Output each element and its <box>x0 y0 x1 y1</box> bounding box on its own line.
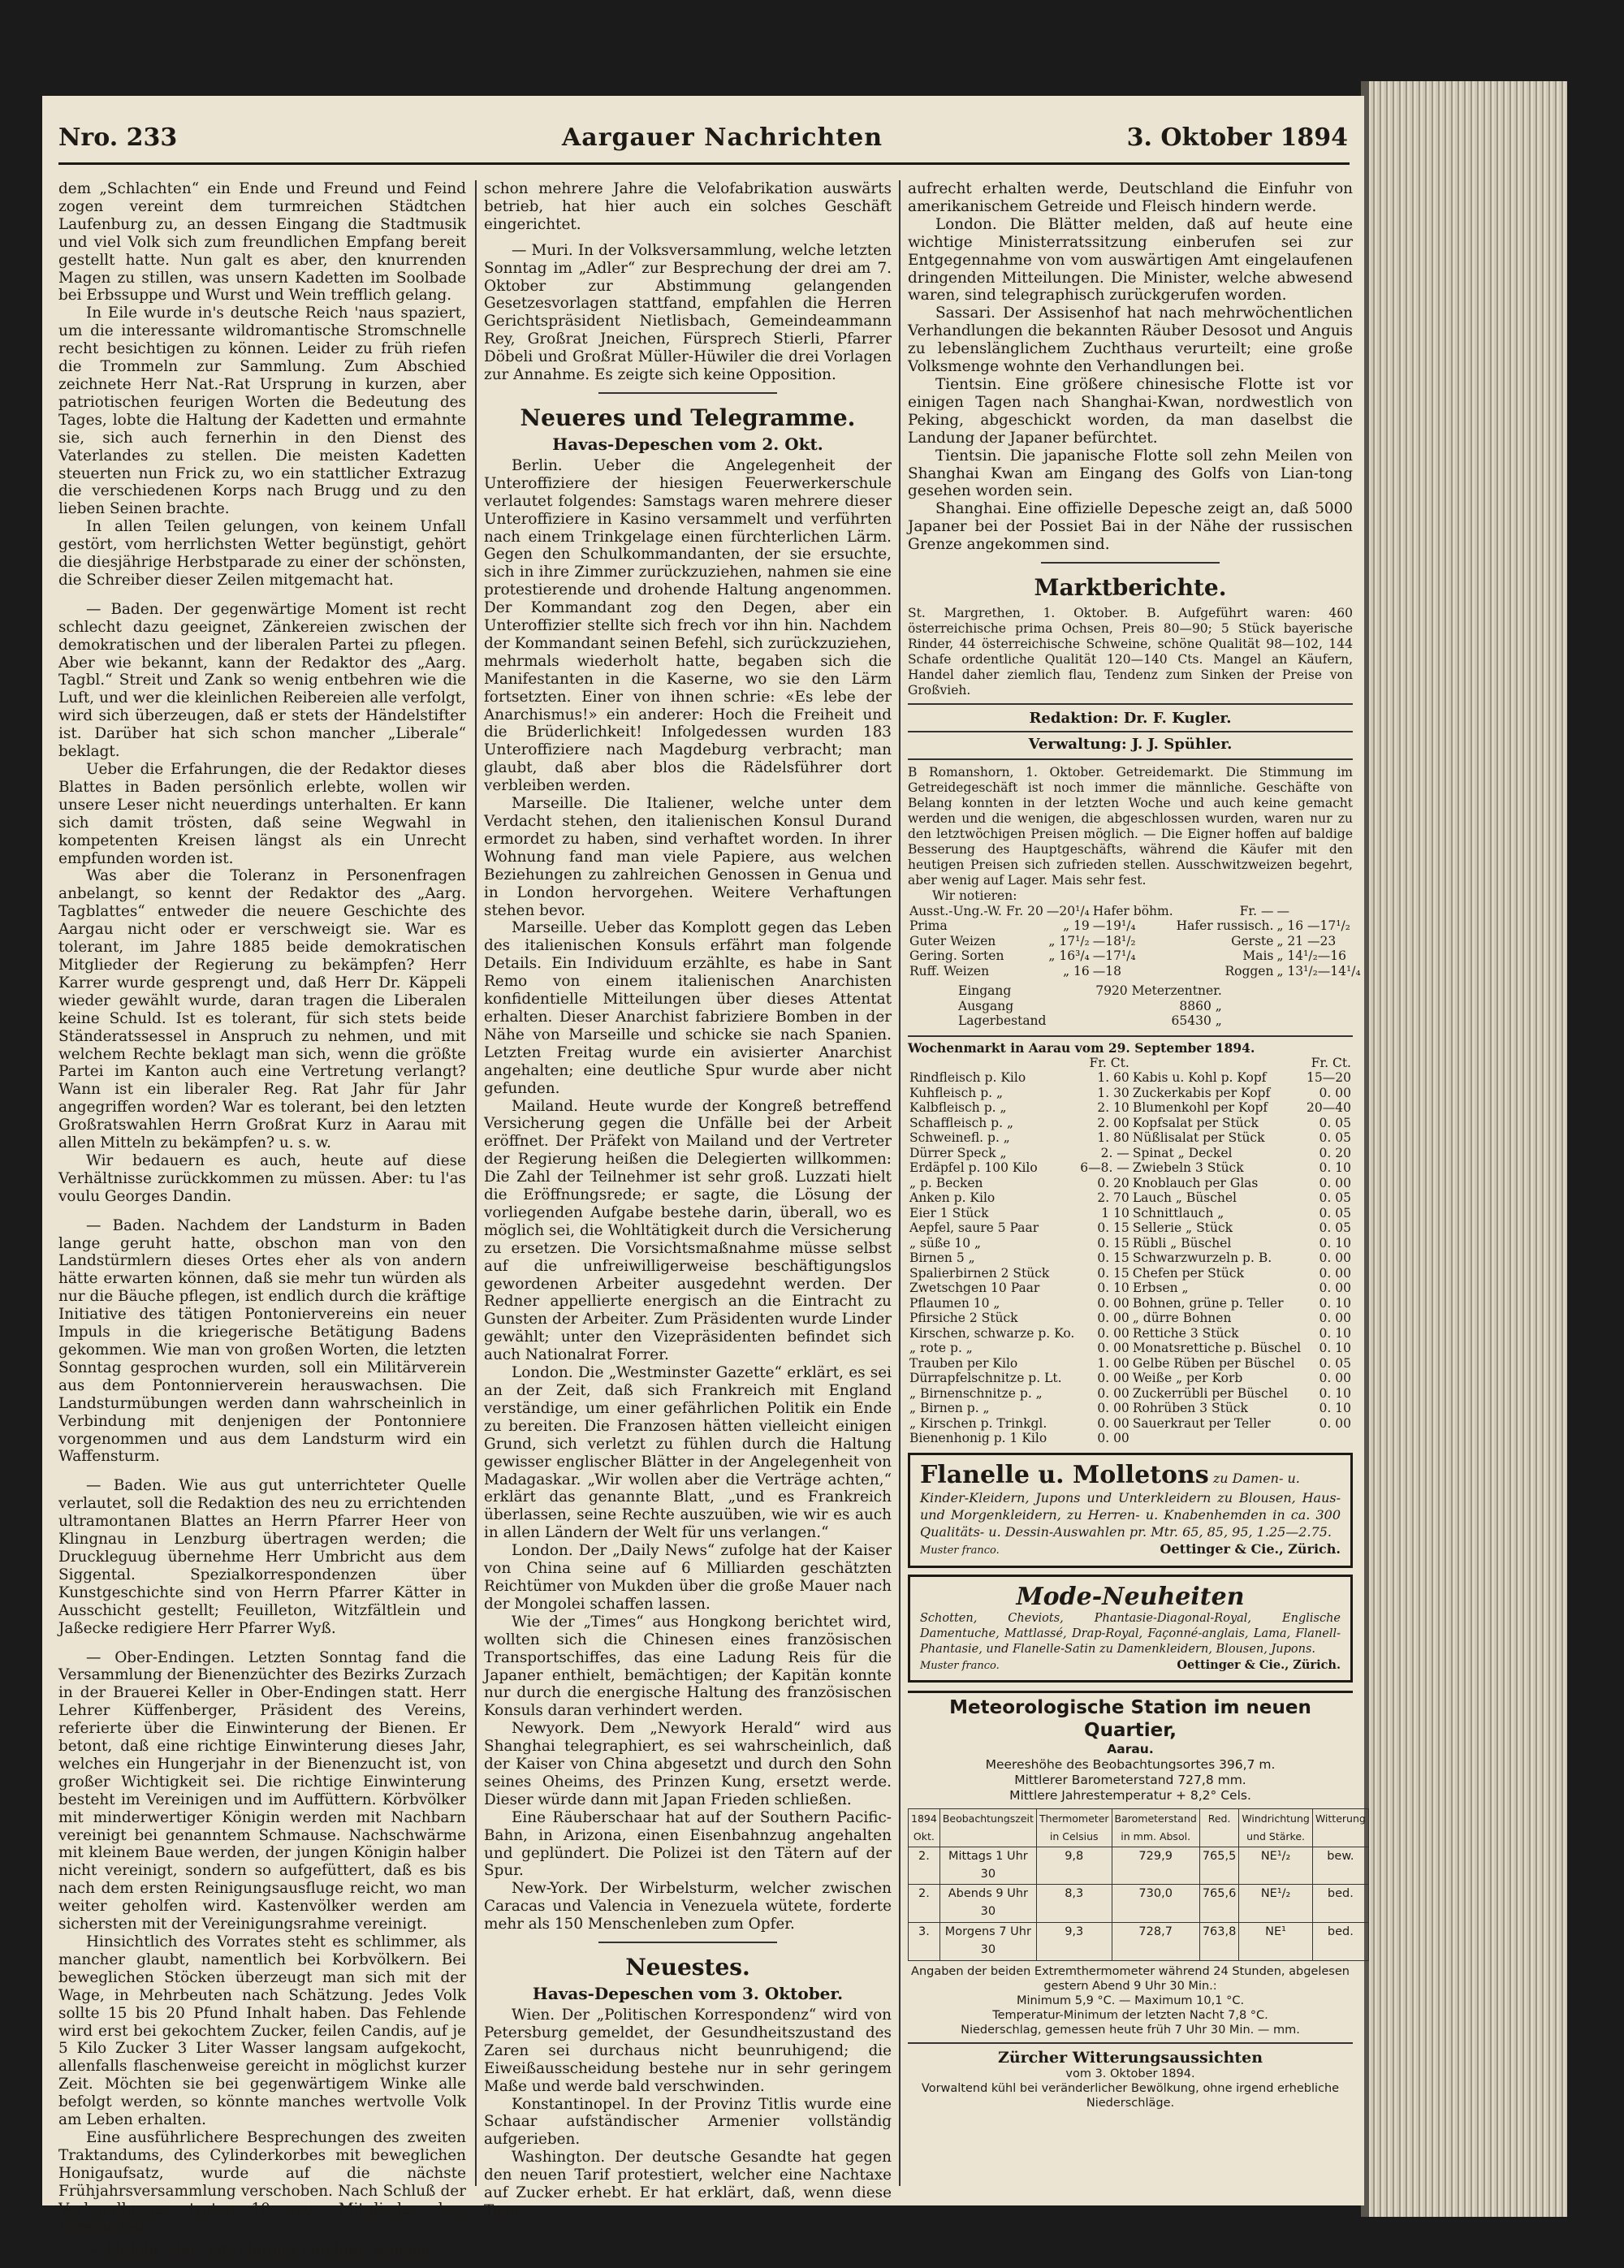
ad-small-print: Muster franco. <box>920 1544 1000 1557</box>
forecast-date: vom 3. Oktober 1894. <box>1065 2067 1195 2081</box>
section-heading: Neueres und Telegramme. <box>520 404 856 431</box>
weather-cell: bed. <box>1312 1923 1368 1961</box>
weekly-market-cell: 0. 00 <box>1097 1311 1129 1326</box>
weekly-market-cell: 0. 00 <box>1097 1401 1129 1416</box>
article-paragraph: Wir bedauern es auch, heute auf diese Verhältnisse zurückkommen zu müssen. Aber: tu l'as voulu Georges Dandin. <box>58 1151 466 1205</box>
weekly-market-cell: Schaffleisch p. „ <box>909 1115 1013 1130</box>
ad-title-tail: zu Damen- u. <box>1212 1470 1300 1486</box>
ad-body: Schotten, Cheviots, Phantasie-Diagonal-Royal, Englische Damentuche, Mattlassé, Drap-Royal, Façonné-anglais, Lama, Flanell-Phantasie, und Flanelle-Satin zu Damenkleidern, Blousen, Jupons. <box>920 1611 1341 1656</box>
article-paragraph: Shanghai. Eine offizielle Depesche zeigt an, daß 5000 Japaner bei der Possiet Bai in der Nähe der russischen Grenze angekommen sind. <box>908 500 1353 554</box>
grain-price-cell: „ 17¹/₂ <box>1048 933 1090 948</box>
section-heading: Neuestes. <box>625 1954 750 1981</box>
weekly-market-cell: 0. 10 <box>1319 1295 1351 1311</box>
weather-footnote: Angaben der beiden Extremthermometer während 24 Stunden, abgelesen gestern Abend 9 Uhr 30 Min.: <box>911 1965 1350 1994</box>
grain-price-row <box>908 964 1363 979</box>
weekly-market-cell: Zwetschgen 10 Paar <box>909 1281 1040 1296</box>
weekly-market-cell: 2. 10 <box>1097 1100 1129 1116</box>
article-paragraph: — Ober-Endingen. Letzten Sonntag fand die Versammlung der Bienenzüchter des Bezirks Zurzach in der Brauerei Keller in Ober-Endingen statt. Herr Lehrer Küffenberger, Präsident des Vereins, referierte über die Einwinterung der Bienen. Er betont, daß eine richtige Einwinterung dieses Jahr, welches ein Hungerjahr in der Bienenzucht ist, von großer Wichtigkeit sei. Die richtige Einwinterung besteht im Vereinigen und im Auffüttern. Körbvölker mit minderwertiger Königin werden mit Nachbarn vereinigt bei genanntem Schmause. Nachschwärme mit kleinem Baue werden, der jungen Königin halber nicht vereinigt, sondern so aufgefüttert, daß es bis nach dem ersten Reinigungsausfluge reicht, wo man weiter geholfen wird. Kastenvölker werden am sichersten mit der Vereinigungsrahme vereinigt. <box>58 1648 466 1933</box>
weekly-market-cell: 0. 05 <box>1319 1220 1351 1236</box>
article-paragraph: — Muri. In der Volksversammlung, welche letzten Sonntag im „Adler“ zur Besprechung der drei am 7. Oktober zur Abstimmung gelangenden Gesetzesvorlagen stattfand, empfahlen die Herren Gerichtspräsident Nietlisbach, Gemeindeammann Rey, Großrat Jneichen, Fürsprech Stierli, Pfarrer Döbeli und Großrat Müller-Hüwiler die drei Vorlagen zur Annahme. Es zeigte sich keine Opposition. <box>484 241 892 384</box>
section-subheading: Havas-Depeschen vom 2. Okt. <box>552 434 823 454</box>
weekly-market-cell: Schweinefl. p. „ <box>909 1130 1010 1146</box>
weather-header-cell: Beobachtungszeit <box>939 1808 1036 1847</box>
weather-header-cell: Witterung <box>1312 1808 1368 1847</box>
weather-header-cell: Thermometer in Celsius <box>1036 1808 1112 1847</box>
weekly-market-cell: Birnen 5 „ <box>909 1251 975 1266</box>
article-paragraph: Eine Räuberschaar hat auf der Southern Pacific-Bahn, in Arizona, einen Eisenbahnzug angehalten und geplündert. Die Polizei ist den Tätern auf der Spur. <box>484 1808 892 1880</box>
column-divider <box>899 180 901 2186</box>
weekly-market-cell: Rohrüben 3 Stück <box>1132 1401 1248 1416</box>
section-rule <box>1041 562 1220 564</box>
issue-date: 3. Oktober 1894 <box>1126 123 1348 152</box>
weather-row <box>909 1923 1369 1961</box>
stock-row <box>957 1013 1224 1029</box>
weekly-market-cell: Gelbe Rüben per Büschel <box>1132 1355 1295 1371</box>
weekly-market-row <box>908 1386 1353 1402</box>
weekly-market-cell: 20—40 <box>1307 1100 1351 1116</box>
weekly-market-cell: Sellerie „ Stück <box>1132 1220 1233 1236</box>
article-paragraph: Marseille. Die Italiener, welche unter dem Verdacht stehen, den italienischen Konsul Durand ermordet zu haben, sind verhaftet worden. In ihrer Wohnung fand man viele Papiere, aus welchen Beziehungen zu zahlreichen Genossen in Genua und in London hervorgehen. Weitere Verhaftungen stehen bevor. <box>484 795 892 919</box>
grain-price-cell: Ruff. Weizen <box>909 963 990 978</box>
grain-price-cell: —17¹/₄ <box>1092 948 1136 964</box>
weather-cell: NE¹/₂ <box>1239 1885 1313 1923</box>
article-paragraph: In allen Teilen gelungen, von keinem Unfall gestört, vom herrlichsten Wetter begünstigt, gehört die diesjährige Herbstparade zu einer der schönsten, die Schreiber dieser Zeilen mitgemacht hat. <box>58 518 466 589</box>
grain-price-cell: —18¹/₂ <box>1092 933 1136 948</box>
weather-station-box <box>908 1691 1366 2110</box>
weekly-market-cell: 0. 00 <box>1097 1431 1129 1446</box>
article-paragraph: Tientsin. Eine größere chinesische Flotte ist vor einigen Tagen nach Shanghai-Kwan, nordwestlich von Peking, abgeschickt worden, da man daselbst die Landung der Japaner befürchtet. <box>908 375 1353 447</box>
weekly-market-cell: Schwarzwurzeln p. B. <box>1132 1251 1272 1266</box>
weekly-market-cell: Aepfel, saure 5 Paar <box>909 1220 1039 1236</box>
weekly-market-table <box>908 1056 1353 1446</box>
weather-row <box>909 1847 1369 1885</box>
weekly-market-cell: Zwiebeln 3 Stück <box>1132 1160 1244 1176</box>
weekly-market-row <box>908 1116 1353 1131</box>
grain-price-row <box>908 918 1363 934</box>
weekly-market-cell: „ dürre Bohnen <box>1132 1311 1232 1326</box>
section-rule <box>598 1942 777 1943</box>
weekly-market-cell: Monatsrettiche p. Büschel <box>1132 1341 1302 1356</box>
article-paragraph: Newyork. Dem „Newyork Herald“ wird aus Shanghai telegraphiert, es sei wahrscheinlich, daß der Kaiser von China abgesetzt und durch den Sohn seines Oheims, des Prinzen Kung, ersetzt werde. Dieser würde dann mit Japan Frieden schließen. <box>484 1720 892 1808</box>
weekly-market-cell: 0. 00 <box>1097 1385 1129 1401</box>
weekly-market-row <box>908 1401 1353 1416</box>
grain-price-cell: Mais <box>1242 948 1274 964</box>
grain-notice-label: Wir notieren: <box>932 888 1017 903</box>
grain-price-cell: — <box>1276 903 1289 918</box>
article-paragraph: London. Die Blätter melden, daß auf heute eine wichtige Ministerratssitzung einberufen sei zur Entgegennahme von vom auswärtigen Amt eingelaufenen dringenden Mitteilungen. Die Minister, welche abwesend waren, sind telegraphisch zurückgerufen worden. <box>908 215 1353 305</box>
stock-cell: Ausgang <box>958 998 1014 1013</box>
grain-price-cell: —20¹/₄ <box>1046 903 1090 918</box>
grain-price-cell: Hafer russisch. <box>1176 918 1274 934</box>
article-paragraph: Konstantinopel. In der Provinz Titlis wurde eine Schaar aufständischer Armenier vollständig aufgerieben. <box>484 2095 892 2149</box>
weekly-market-cell: 0. 05 <box>1319 1115 1351 1130</box>
article-paragraph: — Möhlin. Herr Otto Müller von hier, welcher <box>86 2242 433 2260</box>
stock-cell: 65430 „ <box>1171 1013 1222 1029</box>
weekly-market-cell: 0. 00 <box>1097 1341 1129 1356</box>
weekly-market-cell: „ Kirschen p. Trinkgl. <box>909 1415 1047 1431</box>
masthead <box>58 123 1350 159</box>
weather-cell: NE¹/₂ <box>1239 1847 1313 1885</box>
advertisement-flanelle <box>908 1453 1353 1568</box>
weekly-market-cell: 0. 00 <box>1319 1415 1351 1431</box>
ad-title: Flanelle u. Molletons <box>920 1460 1209 1489</box>
weather-cell: Mittags 1 Uhr 30 <box>939 1847 1036 1885</box>
weekly-market-cell: 0. 15 <box>1097 1265 1129 1281</box>
weather-mean-temperature: Mittlere Jahrestemperatur + 8,2° Cels. <box>1009 1787 1251 1803</box>
stock-cell: Eingang <box>958 983 1012 999</box>
weather-header-cell: Red. <box>1199 1808 1239 1847</box>
page-edge-stack <box>1364 81 1567 2217</box>
weekly-market-header-row <box>908 1056 1353 1071</box>
article-paragraph: Washington. Der deutsche Gesandte hat gegen den neuen Tarif protestiert, welcher eine Nachtaxe auf Zucker erhebt. Er hat erklärt, daß, wenn diese Taxe <box>484 2149 892 2219</box>
weekly-market-cell: Kopfsalat per Stück <box>1132 1115 1259 1130</box>
article-paragraph: dem „Schlachten“ ein Ende und Freund und Feind zogen vereint dem turmreichen Städtchen Laufenburg zu, an dessen Eingang die Stadtmusik und viel Volk sich zum freundlichen Empfang bereit gestellt hatte. Nun galt es aber, den knurrenden Magen zu stillen, was unsern Kadetten im Soolbade bei Erbssuppe und Wurst und Wein trefflich gelang. <box>58 180 466 305</box>
grain-price-cell: „ 16³/₄ <box>1048 948 1090 964</box>
article-paragraph: Wien. Der „Politischen Korrespondenz“ wird von Petersburg gemeldet, der Gesundheitszustand des Zaren sei durchaus nicht beunruhigend; die Eiweißausscheidung bestehe nur in sehr geringem Maße und werde bald verschwinden. <box>484 2007 892 2095</box>
forecast-title: Zürcher Witterungsaussichten <box>997 2049 1263 2067</box>
weather-footnote: Minimum 5,9 °C. — Maximum 10,1 °C. <box>1016 1994 1245 2008</box>
weekly-market-cell: Zuckerkabis per Kopf <box>1132 1085 1271 1100</box>
weather-cell: 728,7 <box>1112 1923 1199 1961</box>
ad-title: Mode-Neuheiten <box>1016 1582 1245 1611</box>
weekly-market-cell: Rettiche 3 Stück <box>1132 1325 1239 1341</box>
article-paragraph: Hinsichtlich des Vorrates steht es schlimmer, als mancher glaubt, namentlich bei Korbvölkern. Bei beweglichen Stöcken überzeugt man sich mit der Wage, in Mehrbeuten nach Schätzung. Jedes Volk sollte 15 bis 20 Pfund Inhalt haben. Das Fehlende wird erst bei gekochtem Zucker, feilen Candis, auf je 5 Kilo Zucker 3 Liter Wasser langsam aufgekocht, allenfalls flaschenweise gereicht in möglichst kurzer Zeit. Möchten sie bei gegenwärtigem Winke alle befolgt werden, so könnte manches wertvolle Volk am Leben erhalten. <box>58 1933 466 2129</box>
weekly-market-cell: 0. 15 <box>1097 1235 1129 1251</box>
weather-row <box>909 1885 1369 1923</box>
weekly-market-cell: 0. 00 <box>1319 1251 1351 1266</box>
weekly-market-cell: Kirschen, schwarze p. Ko. <box>909 1325 1075 1341</box>
weekly-market-cell: Dürrer Speck „ <box>909 1145 1007 1160</box>
weather-footnote: Niederschlag, gemessen heute früh 7 Uhr 30 Min. — mm. <box>961 2024 1300 2037</box>
weekly-market-cell: Bohnen, grüne p. Teller <box>1132 1295 1284 1311</box>
weekly-market-row <box>908 1206 1353 1221</box>
weekly-market-row <box>908 1236 1353 1251</box>
weekly-market-cell: 0. 05 <box>1319 1130 1351 1146</box>
weekly-market-row <box>908 1296 1353 1311</box>
grain-price-cell: „ 13¹/₂—14¹/₄ <box>1276 963 1361 978</box>
weekly-market-cell: Knoblauch per Glas <box>1132 1175 1259 1190</box>
weekly-market-cell: 0. 00 <box>1097 1415 1129 1431</box>
weekly-market-row <box>908 1356 1353 1372</box>
weekly-market-cell: 0. 00 <box>1319 1085 1351 1100</box>
ad-firm: Oettinger & Cie., Zürich. <box>1177 1657 1341 1672</box>
ad-body: Kinder-Kleidern, Jupons und Unterkleidern zu Blousen, Haus- und Morgenkleidern, zu Herren- u. Knabenhemden in ca. 300 Qualitäts- u. Dessin-Auswahlen pr. Mtr. 65, 85, 95, 1.25—2.75. <box>920 1489 1341 1540</box>
weekly-market-cell: 0. 10 <box>1319 1401 1351 1416</box>
weekly-market-cell: 0. 20 <box>1097 1175 1129 1190</box>
weekly-market-cell: „ Birnen p. „ <box>909 1401 990 1416</box>
weekly-market-cell: 0. 10 <box>1319 1325 1351 1341</box>
weather-cell: Morgens 7 Uhr 30 <box>939 1923 1036 1961</box>
article-paragraph: Was aber die Toleranz in Personenfragen anbelangt, so kennt der Redaktor des „Aarg. Tagblattes“ entweder die neuere Geschichte des Aargau nicht oder er verschweigt sie. War es tolerant, im Jahre 1885 beide demokratischen Mitglieder der Regierung zu bekämpfen? Herr Karrer wurde gesprengt und, daß Herr Dr. Käppeli wieder gewählt wurde, daran tragen die Liberalen keine Schuld. Ist es tolerant, für sich stets beide Ständeratssessel in Anspruch zu nehmen, und mit welchem Rechte beklagt man sich, wenn die größte Partei im Kanton auch eine Vertretung verlangt? Wann ist ein liberaler Reg. Rat Jahr für Jahr angegriffen worden? War es tolerant, bei den letzten Großratswahlen Herrn Großrat Kurz in Aarau mit allen Mitteln zu bekämpfen? u. s. w. <box>58 867 466 1152</box>
grain-price-cell: Hafer böhm. <box>1092 903 1173 918</box>
section-subheading: Havas-Depeschen vom 3. Oktober. <box>532 1984 844 2004</box>
weekly-market-cell: Lauch „ Büschel <box>1132 1190 1237 1206</box>
weather-cell: 765,5 <box>1199 1847 1239 1885</box>
grain-price-cell: Gering. Sorten <box>909 948 1004 964</box>
grain-price-cell: „ 16 <box>1063 963 1090 978</box>
stock-row <box>957 983 1224 999</box>
weekly-market-cell: 1. 00 <box>1097 1355 1129 1371</box>
weekly-market-header-cell <box>908 1056 1078 1071</box>
weekly-market-cell: 1. 30 <box>1097 1085 1129 1100</box>
weekly-market-cell: Spinat „ Deckel <box>1132 1145 1233 1160</box>
section-heading: Marktberichte. <box>1034 574 1227 602</box>
weekly-market-cell: Nüßlisalat per Stück <box>1132 1130 1265 1146</box>
weather-header-cell: Windrichtung und Stärke. <box>1239 1808 1313 1847</box>
weekly-market-cell: 0. 05 <box>1319 1355 1351 1371</box>
weather-header-row <box>909 1808 1369 1847</box>
weekly-market-cell: 0. 00 <box>1097 1371 1129 1386</box>
weekly-market-cell: 0. 00 <box>1097 1325 1129 1341</box>
weekly-market-cell: Anken p. Kilo <box>909 1190 996 1206</box>
weekly-market-row <box>908 1086 1353 1101</box>
forecast-text: Vorwaltend kühl bei veränderlicher Bewölkung, ohne irgend erhebliche Niederschläge. <box>921 2082 1340 2110</box>
grain-price-cell: —19¹/₄ <box>1092 918 1136 934</box>
section-rule <box>598 392 777 394</box>
weekly-market-cell: 0. 00 <box>1319 1281 1351 1296</box>
weekly-market-header-cell <box>1131 1056 1305 1071</box>
weekly-market-row <box>908 1100 1353 1116</box>
section-rule <box>908 703 1353 705</box>
section-rule <box>908 1035 1353 1037</box>
weekly-market-cell: 2. 70 <box>1097 1190 1129 1206</box>
weather-cell: 2. <box>909 1847 940 1885</box>
weekly-market-cell: 15—20 <box>1307 1070 1351 1086</box>
column-1 <box>58 180 466 2260</box>
grain-price-table <box>908 904 1363 979</box>
weekly-market-heading: Wochenmarkt in Aarau vom 29. September 1894. <box>908 1039 1255 1056</box>
weekly-market-row <box>908 1220 1353 1236</box>
weekly-market-cell: Kabis u. Kohl p. Kopf <box>1132 1070 1267 1086</box>
article-paragraph: New-York. Der Wirbelsturm, welcher zwischen Caracas und Valencia in Venezuela wütete, forderte mehr als 150 Menschenleben zum Opfer. <box>484 1880 892 1933</box>
weekly-market-cell: Rindfleisch p. Kilo <box>909 1070 1026 1086</box>
weekly-market-cell: Erdäpfel p. 100 Kilo <box>909 1160 1038 1176</box>
grain-price-cell: „ 16 —17¹/₂ <box>1276 918 1350 934</box>
grain-price-cell: „ 19 <box>1063 918 1090 934</box>
grain-price-cell: Ausst.-Ung.-W. Fr. 20 <box>909 903 1043 918</box>
article-paragraph: London. Die „Westminster Gazette“ erklärt, es sei an der Zeit, daß sich Frankreich mit England verständige, um einer gefährlichen Politik ein Ende zu bereiten. Die Franzosen hätten vielleicht einigen Grund, sich verletzt zu fühlen durch die Haltung gewisser englischer Blätter in der Angelegenheit von Madagaskar. „Wir wollen aber die Verträge achten,“ erklärt das genannte Blatt, „und es Frankreich überlassen, seine Rechte auszuüben, wie wir es auch in allen Ländern der Welt für uns verlangen.“ <box>484 1364 892 1542</box>
weekly-market-cell: Bienenhonig p. 1 Kilo <box>909 1431 1047 1446</box>
stock-cell: 8860 „ <box>1179 998 1222 1013</box>
weather-cell: Abends 9 Uhr 30 <box>939 1885 1036 1923</box>
weekly-market-cell: Zuckerrübli per Büschel <box>1132 1385 1288 1401</box>
newspaper-title: Aargauer Nachrichten <box>562 123 883 152</box>
weather-cell: NE¹ <box>1239 1923 1313 1961</box>
weekly-market-cell: Sauerkraut per Teller <box>1132 1415 1271 1431</box>
weather-observation-table <box>908 1808 1369 1961</box>
weekly-market-cell: 1 10 <box>1101 1205 1129 1220</box>
weekly-market-cell: 0. 00 <box>1319 1311 1351 1326</box>
article-paragraph: London. Der „Daily News“ zufolge hat der Kaiser von China seine auf 6 Milliarden geschätzten Reichtümer von Mukden über die große Mauer nach der Mongolei schaffen lassen. <box>484 1542 892 1613</box>
weekly-market-cell: 1. 60 <box>1097 1070 1129 1086</box>
weather-station-place: Aarau. <box>1107 1741 1154 1756</box>
weather-cell: 3. <box>909 1923 940 1961</box>
weather-cell: bew. <box>1312 1847 1368 1885</box>
weekly-market-cell: Pflaumen 10 „ <box>909 1295 1000 1311</box>
stock-cell: 7920 Meterzentner. <box>1095 983 1222 999</box>
weekly-market-row <box>908 1160 1353 1176</box>
article-paragraph: Berlin. Ueber die Angelegenheit der Unteroffiziere der hiesigen Feuerwerkerschule verlautet folgendes: Samstags waren mehrere dieser Unteroffiziere in Kasino versammelt und verführten nach einem Trinkgelage einen fürchterlichen Lärm. Gegen den Schulkommandanten, der sie ersuchte, sich in ihre Zimmer zurückzuziehen, nahmen sie eine protestierende und drohende Haltung angenommen. Der Kommandant zog den Degen, aber ein Unteroffizier stellte sich frech vor ihn hin. Nachdem der Kommandant seinen Befehl, sich zurückzuziehen, mehrmals wiederholt hatte, begaben sich die Manifestanten in die Kaserne, wo sie den Lärm fortsetzten. Einer von ihnen schrie: «Es lebe der Anarchismus!» ein anderer: Hoch die Freiheit und die Brüderlichkeit! Infolgedessen wurden 183 Unteroffiziere nach Magdeburg verbracht; man glaubt, daß aber blos die Rädelsführer dort verbleiben werden. <box>484 456 892 795</box>
weather-cell: 9,3 <box>1036 1923 1112 1961</box>
stock-cell: Lagerbestand <box>958 1013 1047 1029</box>
article-paragraph: Eine ausführlichere Besprechungen des zweiten Traktandums, des Cylinderkorbes mit beweglichen Honigaufsatz, wurde auf die nächste Frühjahrsversammlung verschoben. Nach Schluß der Verhandlungen traten 10 neue Mitglieder dem Vereine bei. <box>58 2128 466 2236</box>
weather-station-title: Meteorologische Station im neuen Quartier, <box>949 1696 1311 1741</box>
weekly-market-cell: 0. 00 <box>1319 1175 1351 1190</box>
article-paragraph: Sassari. Der Assisenhof hat nach mehrwöchentlichen Verhandlungen die bekannten Räuber Desosot und Anguis zu lebenslänglichem Zuchthaus verurteilt; eine große Volksmenge wohnte den Verhandlungen bei. <box>908 305 1353 376</box>
ad-small-print: Muster franco. <box>920 1659 1000 1672</box>
weekly-market-header-cell: Fr. Ct. <box>1311 1055 1351 1070</box>
weekly-market-cell: 0. 00 <box>1319 1265 1351 1281</box>
weekly-market-cell: 0. 10 <box>1319 1385 1351 1401</box>
issue-number: Nro. 233 <box>58 123 178 152</box>
grain-price-row <box>908 934 1363 949</box>
column-2 <box>484 180 892 2220</box>
weekly-market-cell: Blumenkohl per Kopf <box>1132 1100 1268 1116</box>
article-paragraph: In Eile wurde in's deutsche Reich 'naus spaziert, um die interessante wildromantische Stromschnelle recht besichtigen zu können. Leider zu früh riefen die Trommeln zur Sammlung. Zum Abschied zeichnete Herr Nat.-Rat Ursprung in kurzen, aber patriotischen feurigen Worten die Bedeutung des Tages, lobte die Haltung der Kadetten und ermahnte sie, sich auch fernerhin in den Dienst des Vaterlandes zu stellen. Die meisten Kadetten steuerten nun Frick zu, wo ein stattlicher Extrazug die verschiedenen Korps nach Brugg und zu den lieben Seinen brachte. <box>58 305 466 518</box>
weekly-market-cell: 0. 10 <box>1319 1160 1351 1176</box>
weekly-market-row <box>908 1431 1353 1446</box>
weekly-market-cell: 0. 15 <box>1097 1251 1129 1266</box>
weekly-market-row <box>908 1326 1353 1341</box>
masthead-rule <box>58 162 1350 165</box>
weekly-market-cell: „ p. Becken <box>909 1175 983 1190</box>
weekly-market-row <box>908 1190 1353 1206</box>
ad-firm: Oettinger & Cie., Zürich. <box>1160 1540 1341 1557</box>
weekly-market-cell: Weiße „ per Korb <box>1132 1371 1243 1386</box>
weekly-market-row <box>908 1266 1353 1281</box>
weekly-market-cell: 6—8. — <box>1080 1160 1129 1176</box>
section-rule <box>908 731 1353 732</box>
weekly-market-cell: Erbsen „ <box>1132 1281 1189 1296</box>
grain-price-row <box>908 948 1363 964</box>
weekly-market-cell: „ süße 10 „ <box>909 1235 982 1251</box>
weekly-market-cell: Kuhfleisch p. „ <box>909 1085 1004 1100</box>
article-paragraph: — Baden. Der gegenwärtige Moment ist recht schlecht dazu geeignet, Zänkereien zwischen der demokratischen und der liberalen Partei zu pflegen. Aber wie bekannt, kann der Redaktor des „Aarg. Tagbl.“ Streit und Zank so wenig entbehren wie die Luft, und wer die kleinlichen Reibereien alle verfolgt, wird sich überzeugen, daß er stets der Händelstifter ist. Darüber hat sich schon mancher „Liberale“ beklagt. <box>58 600 466 761</box>
weekly-market-cell: 0. 05 <box>1319 1205 1351 1220</box>
article-paragraph: Ueber die Erfahrungen, die der Redaktor dieses Blattes in Baden persönlich erlebte, wollen wir unsere Leser nicht neuerdings unterhalten. Er kann sich damit trösten, daß seine Wegwahl in kompetenten Kreisen längst als ein Unrecht empfunden worden ist. <box>58 761 466 867</box>
weekly-market-cell: 2. 00 <box>1097 1115 1129 1130</box>
editor-line: Redaktion: Dr. F. Kugler. <box>1029 710 1232 728</box>
stock-row <box>957 999 1224 1014</box>
grain-price-cell: Guter Weizen <box>909 933 996 948</box>
weekly-market-row <box>908 1176 1353 1191</box>
weekly-market-cell: Spalierbirnen 2 Stück <box>909 1265 1050 1281</box>
weather-cell: 729,9 <box>1112 1847 1199 1885</box>
column-divider <box>475 180 477 2186</box>
weekly-market-cell: 1. 80 <box>1097 1130 1129 1146</box>
weekly-market-cell: Trauben per Kilo <box>909 1355 1018 1371</box>
grain-price-cell: —18 <box>1092 963 1121 978</box>
weekly-market-cell: 0. 10 <box>1319 1235 1351 1251</box>
article-paragraph: — Baden. Nachdem der Landsturm in Baden lange geruht hatte, obschon man von den Landstürmlern dieses Ortes eher als von andern hätte erwarten können, daß sie mehr tun würden als nur die Bäuche pflegen, ist endlich durch die kräftige Initiative des tätigen Pontoniervereins ein neuer Impuls in die kriegerische Betätigung Badens gekommen. Wie man von großen Worten, die letzten Sonntag gesprochen wurden, soll ein Militärverein aus dem Pontonnierverein herauswachsen. Die Landsturmübungen werden dann wahrscheinlich in Verbindung mit denjenigen der Pontonniere vorgenommen und aus dem Landsturm wird ein Waffensturm. <box>58 1216 466 1466</box>
weekly-market-cell: 2. — <box>1100 1145 1129 1160</box>
publisher-line: Verwaltung: J. J. Spühler. <box>1028 735 1233 753</box>
weather-cell: 2. <box>909 1885 940 1923</box>
article-paragraph: aufrecht erhalten werde, Deutschland die Einfuhr von amerikanischem Getreide und Fleisch hindern werde. <box>908 180 1353 215</box>
grain-market-report: B Romanshorn, 1. Oktober. Getreidemarkt. Die Stimmung im Getreidegeschäft ist noch immer die männliche. Geschäfte von Belang konnten in der letzten Woche und auch keine gemacht werden und die wenigen, die abgeschlossen wurden, waren nur zu den letztwöchigen Preisen möglich. — Die Eigner hoffen auf baldige Besserung des Hauptgeschäfts, während die Käufer mit den heutigen Preisen sich zufrieden stellen. Ausschwitzweizen begehrt, aber wenig auf Lager. Mais sehr fest. <box>908 764 1353 888</box>
stock-table <box>957 983 1224 1029</box>
weekly-market-cell: Chefen per Stück <box>1132 1265 1244 1281</box>
weekly-market-cell: Kalbfleisch p. „ <box>909 1100 1007 1116</box>
advertisement-mode-neuheiten <box>908 1575 1353 1683</box>
weekly-market-cell <box>1304 1431 1353 1446</box>
weekly-market-cell: 0. 00 <box>1319 1371 1351 1386</box>
weather-cell: 765,6 <box>1199 1885 1239 1923</box>
grain-price-cell: Prima <box>909 918 948 934</box>
weekly-market-row <box>908 1416 1353 1432</box>
article-paragraph: Marseille. Ueber das Komplott gegen das Leben des italienischen Konsuls erfährt man folgende Details. Ein Individuum erzählte, es habe in Sant Remo von einem italienischen Anarchisten konfidentielle Mitteilungen über dieses Attentat erhalten. Dieser Anarchist fabriziere Bomben in der Nähe von Marseille und schicke sie nach Spanien. Letzten Freitag wurde ein avisierter Anarchist angehalten; eine deutliche Spur wurde aber nicht gefunden. <box>484 919 892 1097</box>
section-rule <box>908 2042 1353 2044</box>
weekly-market-row <box>908 1341 1353 1356</box>
weekly-market-row <box>908 1070 1353 1086</box>
weekly-market-cell: Eier 1 Stück <box>909 1205 989 1220</box>
weekly-market-cell: Pfirsiche 2 Stück <box>909 1311 1018 1326</box>
weather-altitude: Meereshöhe des Beobachtungsortes 396,7 m. <box>985 1756 1276 1772</box>
article-paragraph: Mailand. Heute wurde der Kongreß betreffend Versicherung gegen die Unfälle bei der Arbeit eröffnet. Der Präfekt von Mailand und der Vertreter der Regierung heißen die Delegierten willkommen: Die Zahl der Teilnehmer ist sehr groß. Luzzati hielt die Eröffnungsrede; er sagte, die Lösung der vorliegenden Aufgabe bestehe darin, überall, wo es möglich sei, die Wohltätigkeit durch die Versicherung zu ersetzen. Die Vorsichtsmaßnahme müsse selbst auf die unfreiwilligerweise beschäftigungslos gewordenen Arbeiter ausgedehnt werden. Der Redner appellierte energisch an die Eintracht zu Gunsten der Arbeiter. Zum Präsidenten wurde Linder gewählt; unter den Vizepräsidenten befindet sich auch Nationalrat Forrer. <box>484 1097 892 1364</box>
weekly-market-row <box>908 1281 1353 1296</box>
weather-cell: bed. <box>1312 1885 1368 1923</box>
weekly-market-cell: „ Birnenschnitze p. „ <box>909 1385 1043 1401</box>
grain-price-cell: Roggen <box>1224 963 1274 978</box>
article-paragraph: Wie der „Times“ aus Hongkong berichtet wird, wollten sich die Chinesen eines französischen Transportschiffes, das eine Ladung Reis für die Japaner enthielt, bemächtigen; der Kapitän konnte nur durch die energische Haltung des französischen Konsuls daran verhindert werden. <box>484 1613 892 1720</box>
weather-footnote: Temperatur-Minimum der letzten Nacht 7,8 °C. <box>992 2009 1268 2023</box>
weekly-market-cell: Rübli „ Büschel <box>1132 1235 1232 1251</box>
column-3 <box>908 180 1366 2110</box>
grain-price-cell: Fr. — <box>1239 903 1274 918</box>
section-rule <box>908 758 1353 760</box>
weekly-market-cell: „ rote p. „ <box>909 1341 973 1356</box>
weather-header-cell: Barometerstand in mm. Absol. <box>1112 1808 1199 1847</box>
weekly-market-row <box>908 1251 1353 1266</box>
weather-cell: 730,0 <box>1112 1885 1199 1923</box>
weather-header-cell: 1894 Okt. <box>909 1808 940 1847</box>
article-paragraph: schon mehrere Jahre die Velofabrikation auswärts betrieb, hat hier auch ein solches Geschäft eingerichtet. <box>484 180 892 233</box>
article-paragraph: — Baden. Wie aus gut unterrichteter Quelle verlautet, soll die Redaktion des neu zu errichtenden ultramontanen Blattes an Herrn Pfarrer Heer von Klingnau in Lenzburg übertragen werden; die Druckleguug übernehme Herr Umbricht aus dem Siggental. Spezialkorrespondenzen über Kunstgeschichte sind von Herrn Pfarrer Kätter in Ausschicht gestellt; Feuilleton, Witzfältlein und Jaßecke redigiere Herr Pfarrer Wyß. <box>58 1477 466 1637</box>
grain-price-cell: „ 14¹/₂—16 <box>1276 948 1347 964</box>
weather-mean-pressure: Mittlerer Barometerstand 727,8 mm. <box>1014 1772 1246 1787</box>
weekly-market-row <box>908 1130 1353 1146</box>
grain-price-cell: „ 21 —23 <box>1276 933 1337 948</box>
weekly-market-cell: Schnittlauch „ <box>1132 1205 1224 1220</box>
article-paragraph: Tientsin. Die japanische Flotte soll zehn Meilen von Shanghai Kwan am Eingang des Golfs von Lian-tong gesehen worden sein. <box>908 447 1353 500</box>
weekly-market-cell: 0. 10 <box>1319 1341 1351 1356</box>
weekly-market-row <box>908 1311 1353 1326</box>
weekly-market-row <box>908 1146 1353 1161</box>
weekly-market-cell: 0. 05 <box>1319 1190 1351 1206</box>
weekly-market-cell <box>1131 1431 1305 1446</box>
weekly-market-cell: 0. 20 <box>1319 1145 1351 1160</box>
grain-price-cell: Gerste <box>1231 933 1274 948</box>
market-report: St. Margrethen, 1. Oktober. B. Aufgeführt waren: 460 österreichische prima Ochsen, Preis 80—90; 5 Stück bayerische Rinder, 44 österreichische Schweine, schöne Qualität 98—102, 144 Schafe ordentliche Qualität 120—140 Cts. Mangel an Käufern, Handel daher ziemlich flau, Tendenz zum Sinken der Preise von Großvieh. <box>908 606 1353 698</box>
weekly-market-cell: Dürrapfelschnitze p. Lt. <box>909 1371 1062 1386</box>
weekly-market-row <box>908 1371 1353 1386</box>
weekly-market-header-cell: Fr. Ct. <box>1089 1055 1129 1070</box>
weekly-market-cell: 0. 15 <box>1097 1220 1129 1236</box>
weekly-market-cell: 0. 00 <box>1097 1295 1129 1311</box>
weekly-market-cell: 0. 10 <box>1097 1281 1129 1296</box>
weather-cell: 9,8 <box>1036 1847 1112 1885</box>
grain-price-row <box>908 904 1363 919</box>
weather-cell: 8,3 <box>1036 1885 1112 1923</box>
weather-cell: 763,8 <box>1199 1923 1239 1961</box>
